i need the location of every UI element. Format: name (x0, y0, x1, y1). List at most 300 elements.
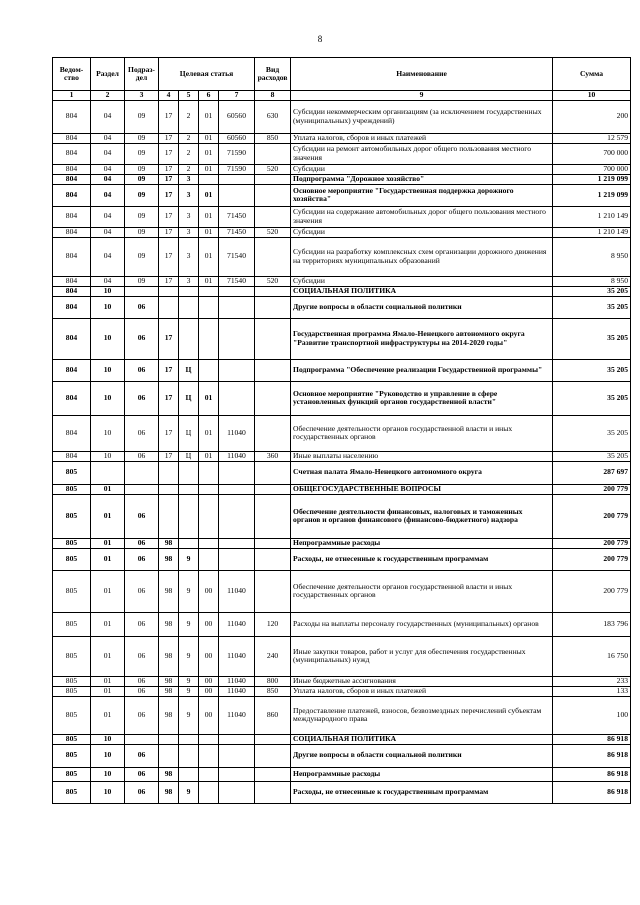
razdel-cell: 10 (91, 296, 125, 318)
vid-cell: 240 (255, 636, 291, 676)
event-cell (199, 548, 219, 570)
podrazdel-cell: 06 (125, 612, 159, 636)
sum-cell: 86 918 (553, 767, 631, 781)
podrazdel-cell: 09 (125, 237, 159, 276)
razdel-cell: 04 (91, 206, 125, 227)
subprogram-cell: 3 (179, 276, 199, 286)
sum-cell: 200 779 (553, 484, 631, 494)
vedomstvo-cell: 804 (53, 381, 91, 415)
vedomstvo-cell: 805 (53, 548, 91, 570)
vid-cell (255, 744, 291, 767)
index-cell: 10 (553, 91, 631, 101)
table-row (53, 276, 631, 286)
name-cell: Подпрограмма "Обеспечение реализации Государственной программы" (291, 359, 553, 381)
direction-cell (219, 174, 255, 184)
razdel-cell: 04 (91, 143, 125, 164)
vedomstvo-cell: 804 (53, 359, 91, 381)
table-row (53, 318, 631, 359)
index-cell: 8 (255, 91, 291, 101)
vid-cell (255, 184, 291, 206)
name-cell: Непрограммные расходы (291, 538, 553, 548)
direction-cell (219, 781, 255, 803)
subprogram-cell: Ц (179, 381, 199, 415)
vid-cell (255, 484, 291, 494)
vid-cell (255, 781, 291, 803)
subprogram-cell: 9 (179, 548, 199, 570)
vid-cell (255, 461, 291, 484)
header-vedomstvo: Ведом-ство (53, 58, 91, 91)
vedomstvo-cell: 805 (53, 686, 91, 696)
podrazdel-cell: 06 (125, 781, 159, 803)
table-row (53, 227, 631, 237)
event-cell (199, 494, 219, 538)
sum-cell: 200 (553, 100, 631, 133)
table-row (53, 164, 631, 174)
vedomstvo-cell: 805 (53, 676, 91, 686)
event-cell (199, 538, 219, 548)
event-cell (199, 767, 219, 781)
direction-cell (219, 318, 255, 359)
event-cell (199, 286, 219, 296)
event-cell: 00 (199, 676, 219, 686)
vid-cell: 360 (255, 451, 291, 461)
direction-cell: 11040 (219, 612, 255, 636)
direction-cell: 11040 (219, 570, 255, 612)
sum-cell: 12 579 (553, 133, 631, 143)
table-row (53, 484, 631, 494)
subprogram-cell: 9 (179, 612, 199, 636)
name-cell: Расходы на выплаты персоналу государственных (муниципальных) органов (291, 612, 553, 636)
name-cell: Иные бюджетные ассигнования (291, 676, 553, 686)
podrazdel-cell: 09 (125, 164, 159, 174)
subprogram-cell: Ц (179, 451, 199, 461)
name-cell: Уплата налогов, сборов и иных платежей (291, 686, 553, 696)
podrazdel-cell: 06 (125, 686, 159, 696)
header-row (53, 58, 631, 91)
name-cell: Счетная палата Ямало-Ненецкого автономного округа (291, 461, 553, 484)
razdel-cell: 10 (91, 381, 125, 415)
vid-cell (255, 359, 291, 381)
sum-cell: 35 205 (553, 296, 631, 318)
name-cell: Субсидии некоммерческим организациям (за исключением государственных (муниципальных) учреждений) (291, 100, 553, 133)
table-row (53, 133, 631, 143)
podrazdel-cell: 06 (125, 676, 159, 686)
vid-cell: 860 (255, 696, 291, 734)
vid-cell: 520 (255, 164, 291, 174)
podrazdel-cell: 06 (125, 359, 159, 381)
program-cell: 98 (159, 696, 179, 734)
subprogram-cell: 9 (179, 686, 199, 696)
razdel-cell: 01 (91, 484, 125, 494)
podrazdel-cell: 09 (125, 174, 159, 184)
podrazdel-cell (125, 484, 159, 494)
event-cell: 01 (199, 381, 219, 415)
razdel-cell: 10 (91, 744, 125, 767)
event-cell: 00 (199, 696, 219, 734)
header-summa: Сумма (553, 58, 631, 91)
vedomstvo-cell: 805 (53, 494, 91, 538)
program-cell (159, 296, 179, 318)
subprogram-cell: 2 (179, 164, 199, 174)
table-row (53, 538, 631, 548)
event-cell: 01 (199, 164, 219, 174)
program-cell: 17 (159, 143, 179, 164)
vid-cell: 520 (255, 227, 291, 237)
name-cell: Другие вопросы в области социальной политики (291, 744, 553, 767)
razdel-cell: 01 (91, 538, 125, 548)
program-cell: 17 (159, 133, 179, 143)
vid-cell (255, 206, 291, 227)
table-row (53, 174, 631, 184)
table-row (53, 686, 631, 696)
program-cell: 17 (159, 451, 179, 461)
subprogram-cell (179, 494, 199, 538)
sum-cell: 35 205 (553, 318, 631, 359)
razdel-cell: 04 (91, 276, 125, 286)
table-row (53, 494, 631, 538)
table-row (53, 100, 631, 133)
podrazdel-cell: 09 (125, 143, 159, 164)
direction-cell (219, 538, 255, 548)
subprogram-cell: 9 (179, 636, 199, 676)
sum-cell: 1 210 149 (553, 206, 631, 227)
subprogram-cell: Ц (179, 359, 199, 381)
index-cell: 4 (159, 91, 179, 101)
index-cell: 6 (199, 91, 219, 101)
subprogram-cell (179, 767, 199, 781)
table-row (53, 237, 631, 276)
subprogram-cell (179, 286, 199, 296)
vid-cell (255, 548, 291, 570)
name-cell: СОЦИАЛЬНАЯ ПОЛИТИКА (291, 734, 553, 744)
direction-cell (219, 286, 255, 296)
podrazdel-cell: 09 (125, 276, 159, 286)
vedomstvo-cell: 805 (53, 612, 91, 636)
podrazdel-cell: 09 (125, 206, 159, 227)
sum-cell: 1 219 099 (553, 174, 631, 184)
name-cell: Основное мероприятие "Руководство и управление в сфере установленных функций органов государственной власти" (291, 381, 553, 415)
program-cell: 17 (159, 276, 179, 286)
direction-cell: 60560 (219, 100, 255, 133)
razdel-cell: 01 (91, 612, 125, 636)
subprogram-cell: Ц (179, 415, 199, 451)
podrazdel-cell: 09 (125, 227, 159, 237)
name-cell: ОБЩЕГОСУДАРСТВЕННЫЕ ВОПРОСЫ (291, 484, 553, 494)
razdel-cell: 01 (91, 548, 125, 570)
table-row (53, 570, 631, 612)
vid-cell: 800 (255, 676, 291, 686)
subprogram-cell (179, 744, 199, 767)
razdel-cell: 04 (91, 237, 125, 276)
table-row (53, 286, 631, 296)
subprogram-cell: 2 (179, 143, 199, 164)
program-cell: 98 (159, 686, 179, 696)
vid-cell (255, 296, 291, 318)
razdel-cell: 01 (91, 686, 125, 696)
vedomstvo-cell: 804 (53, 451, 91, 461)
event-cell (199, 734, 219, 744)
razdel-cell: 04 (91, 184, 125, 206)
razdel-cell: 10 (91, 781, 125, 803)
sum-cell: 35 205 (553, 286, 631, 296)
header-vid-rashodov: Вид расходов (255, 58, 291, 91)
event-cell (199, 484, 219, 494)
direction-cell: 60560 (219, 133, 255, 143)
table-row (53, 359, 631, 381)
direction-cell (219, 484, 255, 494)
direction-cell: 11040 (219, 415, 255, 451)
table-row (53, 636, 631, 676)
program-cell (159, 286, 179, 296)
event-cell (199, 461, 219, 484)
podrazdel-cell: 06 (125, 767, 159, 781)
razdel-cell: 01 (91, 570, 125, 612)
direction-cell: 71450 (219, 227, 255, 237)
razdel-cell (91, 461, 125, 484)
program-cell (159, 744, 179, 767)
podrazdel-cell: 06 (125, 381, 159, 415)
name-cell: Государственная программа Ямало-Ненецкого автономного округа "Развитие транспортной инфраструктуры на 2014-2020 годы" (291, 318, 553, 359)
direction-cell: 71540 (219, 237, 255, 276)
header-tselevaya-statya: Целевая статья (159, 58, 255, 91)
podrazdel-cell: 06 (125, 451, 159, 461)
direction-cell: 71590 (219, 164, 255, 174)
vedomstvo-cell: 804 (53, 143, 91, 164)
event-cell: 01 (199, 100, 219, 133)
razdel-cell: 04 (91, 174, 125, 184)
direction-cell (219, 548, 255, 570)
name-cell: Субсидии на разработку комплексных схем организации дорожного движения на территориях муниципальных образований (291, 237, 553, 276)
podrazdel-cell: 09 (125, 133, 159, 143)
podrazdel-cell: 06 (125, 494, 159, 538)
subprogram-cell (179, 484, 199, 494)
event-cell (199, 744, 219, 767)
subprogram-cell: 3 (179, 184, 199, 206)
vid-cell (255, 174, 291, 184)
podrazdel-cell: 06 (125, 570, 159, 612)
direction-cell: 11040 (219, 696, 255, 734)
name-cell: Уплата налогов, сборов и иных платежей (291, 133, 553, 143)
razdel-cell: 04 (91, 164, 125, 174)
index-cell: 7 (219, 91, 255, 101)
podrazdel-cell: 09 (125, 100, 159, 133)
event-cell: 01 (199, 227, 219, 237)
sum-cell: 233 (553, 676, 631, 686)
index-cell: 5 (179, 91, 199, 101)
program-cell: 98 (159, 767, 179, 781)
subprogram-cell (179, 461, 199, 484)
program-cell: 98 (159, 781, 179, 803)
podrazdel-cell: 06 (125, 696, 159, 734)
vedomstvo-cell: 804 (53, 296, 91, 318)
vedomstvo-cell: 804 (53, 184, 91, 206)
razdel-cell: 10 (91, 451, 125, 461)
index-cell: 3 (125, 91, 159, 101)
podrazdel-cell: 06 (125, 636, 159, 676)
vid-cell (255, 538, 291, 548)
program-cell: 17 (159, 174, 179, 184)
program-cell: 98 (159, 676, 179, 686)
sum-cell: 700 000 (553, 143, 631, 164)
table-row (53, 767, 631, 781)
vid-cell: 850 (255, 133, 291, 143)
event-cell: 01 (199, 415, 219, 451)
name-cell: Субсидии (291, 164, 553, 174)
vedomstvo-cell: 804 (53, 415, 91, 451)
subprogram-cell: 2 (179, 133, 199, 143)
column-index-row (53, 91, 631, 101)
program-cell (159, 461, 179, 484)
event-cell: 01 (199, 143, 219, 164)
vedomstvo-cell: 805 (53, 538, 91, 548)
budget-table (52, 57, 631, 804)
table-row (53, 548, 631, 570)
sum-cell: 200 779 (553, 570, 631, 612)
vid-cell (255, 494, 291, 538)
table-row (53, 781, 631, 803)
vedomstvo-cell: 804 (53, 276, 91, 286)
razdel-cell: 01 (91, 696, 125, 734)
program-cell (159, 734, 179, 744)
header-razdel: Раздел (91, 58, 125, 91)
vid-cell (255, 143, 291, 164)
name-cell: Непрограммные расходы (291, 767, 553, 781)
program-cell: 98 (159, 612, 179, 636)
direction-cell (219, 744, 255, 767)
direction-cell: 11040 (219, 451, 255, 461)
vedomstvo-cell: 805 (53, 461, 91, 484)
subprogram-cell: 2 (179, 100, 199, 133)
program-cell: 17 (159, 227, 179, 237)
event-cell: 01 (199, 237, 219, 276)
event-cell (199, 781, 219, 803)
vedomstvo-cell: 805 (53, 734, 91, 744)
vedomstvo-cell: 804 (53, 227, 91, 237)
event-cell: 00 (199, 612, 219, 636)
vid-cell (255, 767, 291, 781)
subprogram-cell: 9 (179, 781, 199, 803)
subprogram-cell: 9 (179, 570, 199, 612)
podrazdel-cell: 06 (125, 318, 159, 359)
index-cell: 9 (291, 91, 553, 101)
header-podrazdel: Подраз-дел (125, 58, 159, 91)
name-cell: Субсидии на ремонт автомобильных дорог общего пользования местного значения (291, 143, 553, 164)
direction-cell (219, 184, 255, 206)
sum-cell: 86 918 (553, 734, 631, 744)
razdel-cell: 10 (91, 286, 125, 296)
program-cell: 17 (159, 100, 179, 133)
podrazdel-cell: 06 (125, 415, 159, 451)
vedomstvo-cell: 804 (53, 206, 91, 227)
table-row (53, 676, 631, 686)
direction-cell (219, 734, 255, 744)
podrazdel-cell (125, 734, 159, 744)
vedomstvo-cell: 805 (53, 767, 91, 781)
vedomstvo-cell: 805 (53, 744, 91, 767)
vedomstvo-cell: 805 (53, 570, 91, 612)
vid-cell (255, 237, 291, 276)
direction-cell: 71540 (219, 276, 255, 286)
event-cell (199, 296, 219, 318)
event-cell (199, 318, 219, 359)
podrazdel-cell: 06 (125, 296, 159, 318)
program-cell: 17 (159, 237, 179, 276)
vid-cell: 850 (255, 686, 291, 696)
vedomstvo-cell: 804 (53, 164, 91, 174)
sum-cell: 1 210 149 (553, 227, 631, 237)
direction-cell (219, 381, 255, 415)
sum-cell: 100 (553, 696, 631, 734)
table-row (53, 184, 631, 206)
sum-cell: 200 779 (553, 548, 631, 570)
name-cell: Обеспечение деятельности финансовых, налоговых и таможенных органов и органов финансового (финансово-бюджетного) надзора (291, 494, 553, 538)
name-cell: Обеспечение деятельности органов государственной власти и иных государственных органов (291, 415, 553, 451)
vid-cell: 520 (255, 276, 291, 286)
program-cell: 17 (159, 206, 179, 227)
vedomstvo-cell: 805 (53, 484, 91, 494)
sum-cell: 8 950 (553, 237, 631, 276)
sum-cell: 35 205 (553, 359, 631, 381)
vid-cell (255, 286, 291, 296)
vedomstvo-cell: 804 (53, 133, 91, 143)
razdel-cell: 04 (91, 100, 125, 133)
razdel-cell: 10 (91, 767, 125, 781)
sum-cell: 86 918 (553, 781, 631, 803)
razdel-cell: 01 (91, 636, 125, 676)
direction-cell (219, 359, 255, 381)
table-body (53, 100, 631, 803)
direction-cell: 11040 (219, 686, 255, 696)
event-cell: 01 (199, 206, 219, 227)
subprogram-cell (179, 538, 199, 548)
subprogram-cell (179, 734, 199, 744)
event-cell (199, 359, 219, 381)
sum-cell: 35 205 (553, 381, 631, 415)
razdel-cell: 10 (91, 318, 125, 359)
table-row (53, 734, 631, 744)
vedomstvo-cell: 804 (53, 318, 91, 359)
event-cell: 01 (199, 276, 219, 286)
razdel-cell: 04 (91, 227, 125, 237)
vid-cell: 630 (255, 100, 291, 133)
direction-cell (219, 296, 255, 318)
event-cell: 00 (199, 636, 219, 676)
name-cell: Субсидии (291, 276, 553, 286)
sum-cell: 35 205 (553, 451, 631, 461)
vid-cell (255, 415, 291, 451)
razdel-cell: 10 (91, 734, 125, 744)
podrazdel-cell: 09 (125, 184, 159, 206)
direction-cell (219, 461, 255, 484)
name-cell: Иные закупки товаров, работ и услуг для обеспечения государственных (муниципальных) нужд (291, 636, 553, 676)
name-cell: Субсидии на содержание автомобильных дорог общего пользования местного значения (291, 206, 553, 227)
table-row (53, 696, 631, 734)
table-row (53, 461, 631, 484)
program-cell: 17 (159, 318, 179, 359)
name-cell: Подпрограмма "Дорожное хозяйство" (291, 174, 553, 184)
razdel-cell: 10 (91, 359, 125, 381)
razdel-cell: 04 (91, 133, 125, 143)
name-cell: Расходы, не отнесенные к государственным программам (291, 781, 553, 803)
podrazdel-cell (125, 461, 159, 484)
name-cell: Иные выплаты населению (291, 451, 553, 461)
sum-cell: 200 779 (553, 494, 631, 538)
subprogram-cell: 3 (179, 237, 199, 276)
sum-cell: 287 697 (553, 461, 631, 484)
sum-cell: 35 205 (553, 415, 631, 451)
subprogram-cell: 9 (179, 696, 199, 734)
subprogram-cell (179, 318, 199, 359)
